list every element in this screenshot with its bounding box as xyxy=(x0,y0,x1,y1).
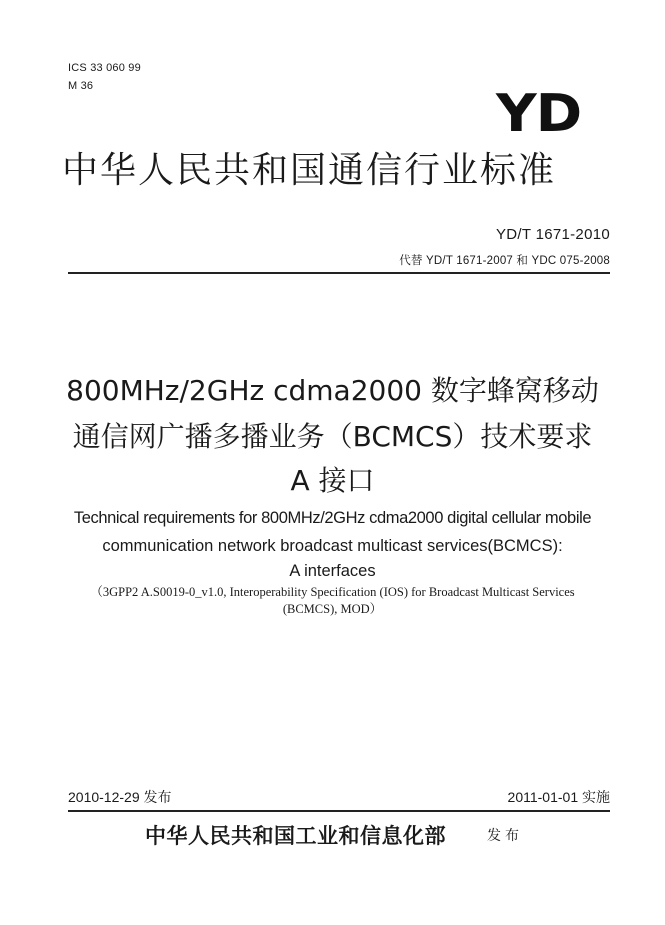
standard-number: YD/T 1671-2010 xyxy=(496,226,610,243)
classification-code: M 36 xyxy=(68,80,94,92)
title-en-line-2: communication network broadcast multicast services(BCMCS): xyxy=(102,537,563,555)
source-note-line-1: （3GPP2 A.S0019-0_v1.0, Interoperability Specification (IOS) for Broadcast Multicast Services xyxy=(90,585,575,599)
title-en-line-3: A interfaces xyxy=(289,562,376,580)
publish-label: 发布 xyxy=(487,827,523,843)
header-divider xyxy=(68,272,610,274)
issuing-authority: 中华人民共和国工业和信息化部 xyxy=(145,823,446,848)
replaces-note: 代替 YD/T 1671-2007 和 YDC 075-2008 xyxy=(399,255,610,267)
yd-logo: YD xyxy=(496,84,582,144)
footer-divider xyxy=(68,810,610,812)
source-note-line-2: (BCMCS), MOD） xyxy=(282,602,383,616)
title-zh-line-2: 通信网广播多播业务（BCMCS）技术要求 xyxy=(72,420,593,453)
title-zh-line-1: 800MHz/2GHz cdma2000 数字蜂窝移动 xyxy=(66,374,599,407)
standard-category-title: 中华人民共和国通信行业标准 xyxy=(62,150,557,191)
ics-code: ICS 33 060 99 xyxy=(68,62,141,74)
title-zh-line-3: A 接口 xyxy=(290,464,375,497)
implementation-date: 2011-01-01 实施 xyxy=(507,789,610,805)
title-en-line-1: Technical requirements for 800MHz/2GHz cdma2000 digital cellular mobile xyxy=(73,509,592,527)
issue-date: 2010-12-29 发布 xyxy=(68,789,172,805)
